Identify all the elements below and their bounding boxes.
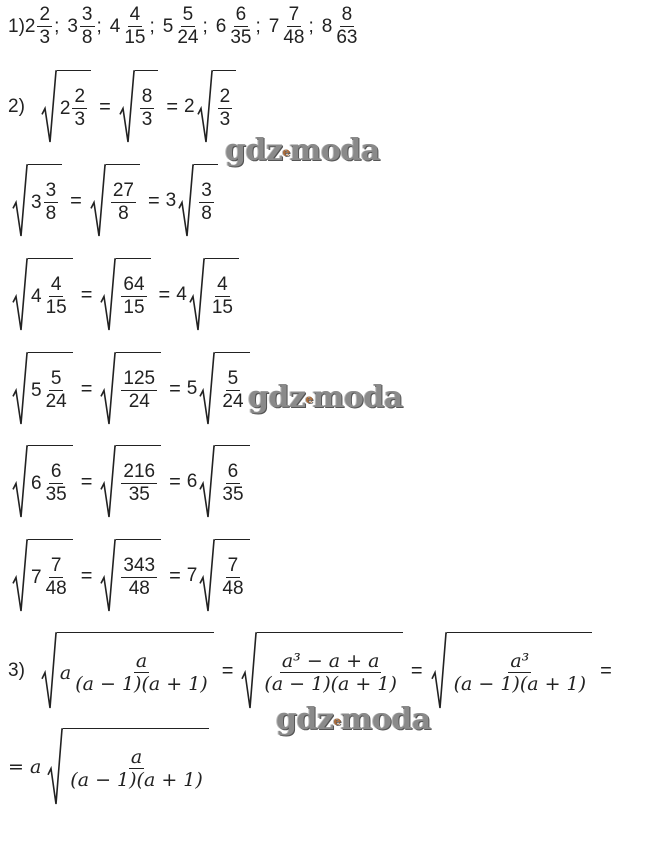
numerator: 3: [201, 180, 212, 201]
denominator: 3: [39, 27, 51, 48]
equals-sign: =: [410, 659, 423, 682]
equals-sign: =: [147, 189, 160, 212]
radical: [241, 632, 402, 710]
numerator: 216: [123, 461, 156, 482]
fraction: [80, 4, 95, 49]
radical: [189, 258, 239, 332]
radical: [12, 352, 73, 426]
fraction: [175, 4, 200, 49]
numerator: 7: [288, 4, 300, 25]
whole-part: 2: [24, 15, 36, 37]
radical-sign: [12, 445, 28, 519]
variable: a: [59, 661, 72, 684]
radical-sign: [431, 632, 447, 710]
radical-sign: [12, 258, 28, 332]
radicand: [116, 352, 161, 426]
denominator: (a − 1)(a + 1): [75, 673, 208, 695]
coefficient: 5: [186, 378, 198, 399]
coefficient: 4: [176, 284, 187, 305]
separator: ;: [308, 15, 314, 37]
separator: ;: [54, 15, 60, 37]
radical-sign: [241, 632, 257, 710]
fraction: [452, 650, 588, 695]
equation-row: [10, 352, 252, 426]
radical: [100, 445, 161, 519]
radicand: [116, 258, 150, 332]
part1-items: [25, 4, 362, 49]
fraction: [121, 461, 157, 506]
radicand: [215, 539, 249, 613]
denominator: 15: [211, 297, 233, 318]
equals-sign: =: [169, 377, 181, 400]
fraction: [220, 555, 245, 600]
radical-sign: [199, 352, 215, 426]
denominator: 3: [219, 109, 231, 130]
radical: [90, 164, 140, 238]
equals-sign: =: [80, 283, 93, 306]
radical: [12, 539, 73, 613]
coefficient: 7: [186, 565, 198, 586]
numerator: 3: [45, 180, 57, 201]
radical: [199, 352, 249, 426]
radical-sign: [199, 539, 215, 613]
radicand: [205, 258, 239, 332]
numerator: 4: [50, 274, 62, 295]
denominator: (a − 1)(a + 1): [70, 769, 203, 791]
equation-row: [10, 164, 220, 238]
equals-sign: =: [166, 95, 179, 118]
denominator: 24: [45, 391, 67, 412]
numerator: 8: [141, 86, 153, 107]
radical-sign: [12, 352, 28, 426]
fraction: [281, 4, 306, 49]
fraction: [44, 555, 69, 600]
numerator: 7: [227, 555, 239, 576]
whole-part: 2: [59, 97, 71, 119]
whole-part: 7: [268, 15, 280, 37]
equals-sign: =: [158, 283, 171, 306]
radicand: [28, 164, 62, 238]
denominator: 35: [230, 27, 252, 48]
radical-sign: [90, 164, 106, 238]
denominator: 48: [283, 27, 305, 48]
denominator: 63: [336, 27, 358, 48]
denominator: 48: [222, 578, 244, 599]
fraction: [68, 746, 204, 791]
radicand: [116, 539, 161, 613]
radical-sign: [178, 164, 194, 238]
numerator: 6: [50, 461, 62, 482]
denominator: (a − 1)(a + 1): [264, 673, 397, 695]
equals-sign: =: [80, 564, 93, 587]
numerator: 2: [39, 4, 51, 25]
radical: [41, 632, 214, 710]
equals-sign: =: [169, 564, 181, 587]
radicand: [28, 258, 73, 332]
watermark-logo: gdzemoda: [248, 380, 403, 415]
radical-sign: [197, 70, 213, 144]
numerator: 64: [123, 274, 145, 295]
equation-row: [10, 539, 252, 613]
whole-part: 8: [321, 15, 333, 37]
radical: [119, 70, 159, 144]
radical-sign: [41, 632, 57, 710]
radicand: [28, 445, 73, 519]
equals-sign: =: [80, 470, 93, 493]
part3-line: [8, 632, 618, 710]
coefficient: 3: [165, 190, 177, 211]
fraction: [121, 555, 157, 600]
radical-sign: [119, 70, 135, 144]
numerator: 125: [123, 368, 156, 389]
separator: ;: [255, 15, 261, 37]
equals-sign: =: [99, 95, 111, 118]
fraction: [121, 368, 157, 413]
numerator: 8: [341, 4, 353, 25]
separator: ;: [96, 15, 102, 37]
numerator: 7: [50, 555, 62, 576]
denominator: 48: [128, 578, 150, 599]
denominator: 3: [74, 109, 86, 130]
fraction: [72, 86, 87, 131]
fraction: [44, 461, 69, 506]
equation-row: [10, 445, 252, 519]
numerator: 6: [227, 461, 239, 482]
fraction: [228, 4, 253, 49]
numerator: 27: [112, 180, 134, 201]
fraction: [111, 180, 136, 225]
radicand: [106, 164, 140, 238]
radical: [41, 70, 91, 144]
radical: [12, 445, 73, 519]
numerator: 3: [81, 4, 93, 25]
radicand: [257, 632, 402, 710]
whole-part: 4: [109, 15, 121, 37]
whole-part: 3: [67, 15, 78, 37]
fraction: [44, 368, 69, 413]
equation-row: [8, 70, 238, 144]
radical: [100, 539, 161, 613]
radicand: [447, 632, 592, 710]
numerator: a: [130, 746, 143, 768]
radical-sign: [199, 445, 215, 519]
denominator: 35: [128, 484, 150, 505]
radical: [47, 728, 208, 806]
fraction: [73, 650, 209, 695]
denominator: 35: [45, 484, 67, 505]
radicand: [57, 632, 214, 710]
final-prefix: = a: [8, 756, 42, 778]
denominator: 35: [222, 484, 244, 505]
fraction: [37, 4, 52, 49]
whole-part: 5: [162, 15, 174, 37]
radicand: [28, 352, 73, 426]
part3-final-line: [8, 728, 211, 806]
denominator: 3: [141, 109, 153, 130]
whole-part: 5: [31, 379, 42, 401]
denominator: 8: [118, 203, 129, 224]
fraction: [199, 180, 214, 225]
radicand: [194, 164, 218, 238]
radicand: [135, 70, 159, 144]
whole-part: 6: [31, 472, 42, 494]
coefficient: 6: [186, 471, 198, 492]
equals-sign: =: [80, 377, 93, 400]
radical-sign: [100, 352, 116, 426]
whole-part: 6: [215, 15, 227, 37]
whole-part: 3: [31, 191, 42, 213]
denominator: 15: [124, 27, 146, 48]
fraction: [44, 180, 59, 225]
part2-label: 2): [8, 96, 25, 117]
denominator: 8: [201, 203, 212, 224]
equals-sign: =: [169, 470, 181, 493]
denominator: 24: [222, 391, 244, 412]
part1-line: [8, 4, 362, 49]
radical-sign: [189, 258, 205, 332]
denominator: 8: [81, 27, 93, 48]
denominator: 8: [45, 203, 57, 224]
numerator: 6: [235, 4, 247, 25]
fraction: [210, 274, 235, 319]
radical-sign: [100, 258, 116, 332]
denominator: 48: [45, 578, 67, 599]
radical: [199, 445, 249, 519]
watermark-logo: gdzemoda: [276, 702, 431, 737]
equals-sign: =: [221, 659, 234, 682]
fraction: [121, 274, 146, 319]
radical: [100, 258, 150, 332]
radical-sign: [47, 728, 63, 806]
coefficient: 2: [184, 96, 195, 117]
numerator: 2: [74, 86, 86, 107]
radical: [199, 539, 249, 613]
equals-sign: =: [70, 189, 82, 212]
radical-sign: [12, 164, 28, 238]
fraction: [122, 4, 147, 49]
equation-row: [10, 258, 241, 332]
part3-label: 3): [8, 660, 25, 681]
denominator: (a − 1)(a + 1): [453, 673, 587, 695]
radicand: [215, 445, 249, 519]
fraction: [334, 4, 359, 49]
separator: ;: [149, 15, 155, 37]
denominator: 24: [128, 391, 150, 412]
part1-label: 1): [8, 15, 25, 37]
radicand: [28, 539, 73, 613]
radical-sign: [41, 70, 57, 144]
numerator: 5: [227, 368, 239, 389]
radical: [178, 164, 218, 238]
radical-sign: [100, 445, 116, 519]
numerator: 343: [123, 555, 156, 576]
fraction: [220, 368, 245, 413]
radicand: [116, 445, 161, 519]
fraction: [140, 86, 155, 131]
numerator: a: [135, 650, 148, 672]
radical-sign: [100, 539, 116, 613]
denominator: 24: [177, 27, 199, 48]
radical: [12, 164, 62, 238]
whole-part: 4: [31, 285, 42, 307]
numerator: a³ − a + a: [281, 650, 380, 672]
fraction: [262, 650, 398, 695]
denominator: 15: [45, 297, 67, 318]
radical: [100, 352, 161, 426]
numerator: 4: [129, 4, 141, 25]
radical: [431, 632, 592, 710]
fraction: [220, 461, 245, 506]
numerator: 5: [182, 4, 194, 25]
radical: [12, 258, 73, 332]
fraction: [218, 86, 233, 131]
radical-sign: [12, 539, 28, 613]
radicand: [63, 728, 208, 806]
radicand: [57, 70, 91, 144]
fraction: [44, 274, 69, 319]
radicand: [215, 352, 249, 426]
numerator: 5: [50, 368, 62, 389]
numerator: 4: [217, 274, 228, 295]
numerator: a³: [510, 650, 530, 672]
denominator: 15: [123, 297, 145, 318]
watermark-logo: gdzemoda: [225, 133, 380, 168]
whole-part: 7: [31, 566, 42, 588]
numerator: 2: [219, 86, 231, 107]
separator: ;: [202, 15, 208, 37]
equals-sign: =: [600, 659, 612, 682]
